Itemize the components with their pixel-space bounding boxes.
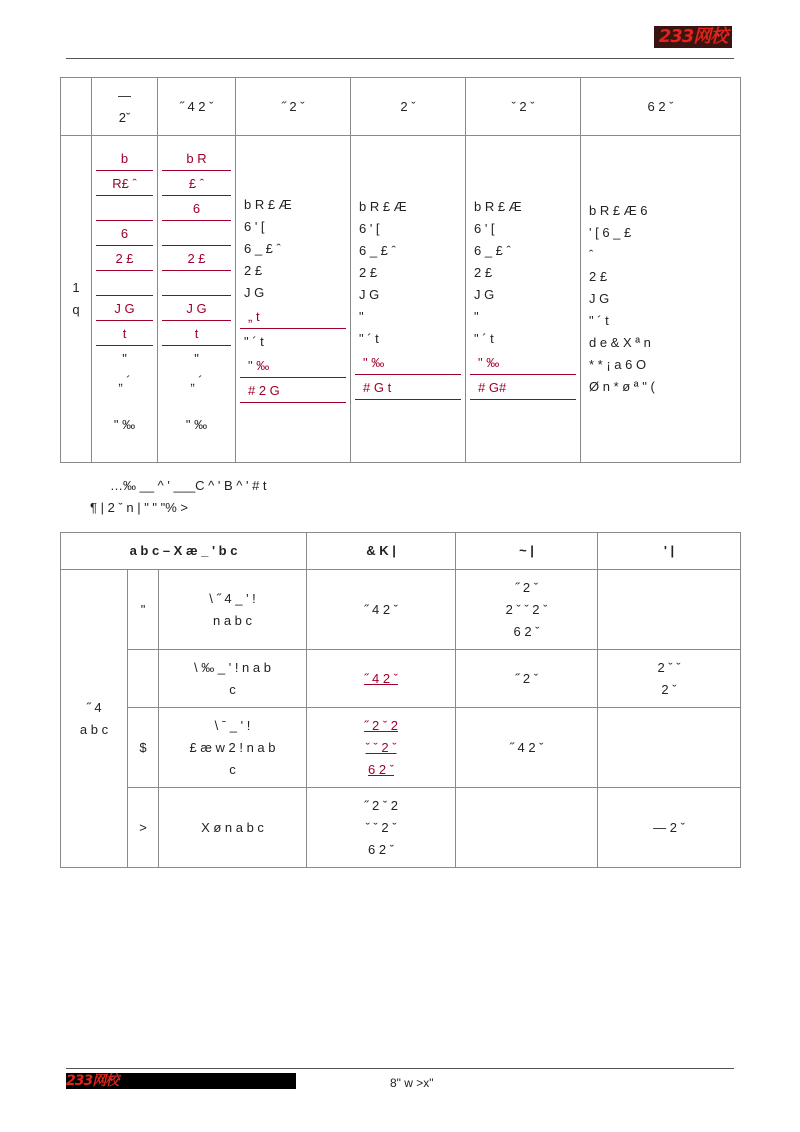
page-number: 8" w >x" (390, 1076, 434, 1090)
t2-mark: $ (128, 708, 159, 788)
t1-line: 6 _ £ ˆ (474, 243, 511, 258)
t2-h3: ' | (598, 533, 741, 570)
header-rule (66, 58, 734, 59)
t2-h1: & K | (307, 533, 456, 570)
t1-line: £ ˆ (162, 173, 231, 196)
t1-line: " ‰ (355, 352, 461, 375)
t2-c2: ˝ 2 ˇ 2 ˇ ˇ 2 ˇ 6 2 ˇ (456, 570, 598, 650)
t1-line: " ´ t (359, 331, 379, 346)
t1-line: d e & X ª n (589, 335, 651, 350)
t2-item: X ø n a b c (159, 788, 307, 868)
table-row (61, 708, 741, 788)
t1-line: „ ´ (190, 373, 203, 388)
t1-line (92, 392, 157, 414)
table-row (61, 650, 741, 708)
t1-line: " ‰ (113, 417, 136, 432)
t1-col-2 (158, 136, 236, 463)
t1-line: 6 ' [ (474, 221, 495, 236)
t2-item: \ ˝ 4 _ ' ! n a b c (159, 570, 307, 650)
table-2-header-row (61, 533, 741, 570)
t1-line (96, 273, 153, 296)
t1-line: J G (359, 287, 380, 302)
t1-col-6 (581, 136, 741, 463)
footer-rule (66, 1068, 734, 1069)
t2-c2: ˝ 2 ˇ (456, 650, 598, 708)
t1-line: " ´ t (589, 313, 609, 328)
table-row (61, 570, 741, 650)
t1-col-5 (466, 136, 581, 463)
t1-line: J G (474, 287, 495, 302)
t2-h2: ~ | (456, 533, 598, 570)
t1-line: „ ´ (118, 373, 131, 388)
t2-mark (128, 650, 159, 708)
t1-line: t (162, 323, 231, 346)
t1-line (162, 273, 231, 296)
t1-line: b R £ Æ (244, 196, 292, 212)
t1-line: # G t (355, 377, 461, 400)
logo-top: 233网校 (654, 26, 732, 48)
note-line-2: ¶ | 2 ˇ n | " " "% > (90, 500, 189, 515)
t2-c1: ˝ 4 2 ˇ (307, 570, 456, 650)
t1-line: 6 _ £ ˆ (359, 243, 396, 258)
t1-line: Ø n * ø ª " ( (589, 379, 655, 394)
t1-line: R£ ˆ (96, 173, 153, 196)
t1-line: " ‰ (470, 352, 576, 375)
t2-c2: ˝ 4 2 ˇ (456, 708, 598, 788)
t1-line: 6 (162, 198, 231, 221)
t2-group-label: ˝ 4 a b c (61, 570, 128, 868)
t1-line: " (359, 309, 364, 324)
t1-line: b R £ Æ (359, 199, 407, 214)
t1-line: b R (162, 148, 231, 171)
t1-line: 2 £ (359, 265, 378, 280)
t1-row-label: 1 q (61, 136, 92, 463)
t1-h2: ˝ 4 2 ˇ (158, 78, 236, 136)
t1-h1: — 2ˇ (92, 78, 158, 136)
t2-item: \ ‰ _ ' ! n a b c (159, 650, 307, 708)
t1-line: „ t (240, 306, 346, 329)
t1-h4: 2 ˇ (351, 78, 466, 136)
t1-line: J G (96, 298, 153, 321)
t1-line: J G (589, 291, 610, 306)
t1-h6: 6 2 ˇ (581, 78, 741, 136)
t2-mark: > (128, 788, 159, 868)
t2-c1: ˝ 2 ˇ 2 ˇ ˇ 2 ˇ 6 2 ˇ (307, 708, 456, 788)
t2-c1: ˝ 4 2 ˇ (307, 650, 456, 708)
t2-c3: — 2 ˇ (598, 788, 741, 868)
t1-line: J G (244, 284, 265, 300)
t1-line: " (194, 351, 199, 366)
table-1-header-row (61, 78, 741, 136)
t1-line: 6 ' [ (359, 221, 380, 236)
t1-line: * * ¡ a 6 O (589, 357, 647, 372)
t1-line: 2 £ (474, 265, 493, 280)
t2-item: \ ˉ _ ' ! £ æ w 2 ! n a b c (159, 708, 307, 788)
t2-mark: " (128, 570, 159, 650)
t1-line: 6 ' [ (244, 218, 265, 234)
t1-line (158, 392, 235, 414)
t1-line: " (474, 309, 479, 324)
t1-line: b R £ Æ (474, 199, 522, 214)
t1-line: # 2 G (240, 380, 346, 403)
t2-c2 (456, 788, 598, 868)
t2-c3: 2 ˇ ˇ 2 ˇ (598, 650, 741, 708)
t1-h3: ˝ 2 ˇ (236, 78, 351, 136)
t1-line: 2 £ (162, 248, 231, 271)
t1-line: 6 (96, 223, 153, 246)
t1-line: t (96, 323, 153, 346)
table-row (61, 788, 741, 868)
t1-line: ' [ 6 _ £ (589, 225, 632, 240)
t1-line: J G (162, 298, 231, 321)
t1-line: " ´ t (474, 331, 494, 346)
t1-col-1 (92, 136, 158, 463)
t2-h0: a b c – X æ _ ' b c (61, 533, 307, 570)
t1-line: ˆ (589, 247, 594, 262)
t1-h5: ˇ 2 ˇ (466, 78, 581, 136)
t1-h0 (61, 78, 92, 136)
t1-line: 2 £ (96, 248, 153, 271)
t1-line: 2 £ (244, 262, 263, 278)
t1-line (96, 198, 153, 221)
t1-line: " ‰ (240, 355, 346, 378)
t1-line: 2 £ (589, 269, 608, 284)
t1-line: " ‰ (185, 417, 208, 432)
t1-line: " (122, 351, 127, 366)
table-1 (60, 77, 741, 463)
t1-line: " ´ t (244, 333, 264, 349)
t1-line: 6 _ £ ˆ (244, 240, 281, 256)
t2-c3 (598, 708, 741, 788)
t1-col-4 (351, 136, 466, 463)
t1-line: # G# (470, 377, 576, 400)
t1-line: b (96, 148, 153, 171)
table-1-body-row (61, 136, 741, 463)
t1-col-3 (236, 136, 351, 463)
note-line-1: …‰ __ ^ ' ___C ^ ' B ^ ' # t (110, 478, 267, 493)
t2-c1: ˝ 2 ˇ 2 ˇ ˇ 2 ˇ 6 2 ˇ (307, 788, 456, 868)
t1-line (162, 223, 231, 246)
t1-line: b R £ Æ 6 (589, 203, 648, 218)
logo-bottom: 233网校 (66, 1073, 119, 1089)
t2-c3 (598, 570, 741, 650)
table-2 (60, 532, 741, 868)
